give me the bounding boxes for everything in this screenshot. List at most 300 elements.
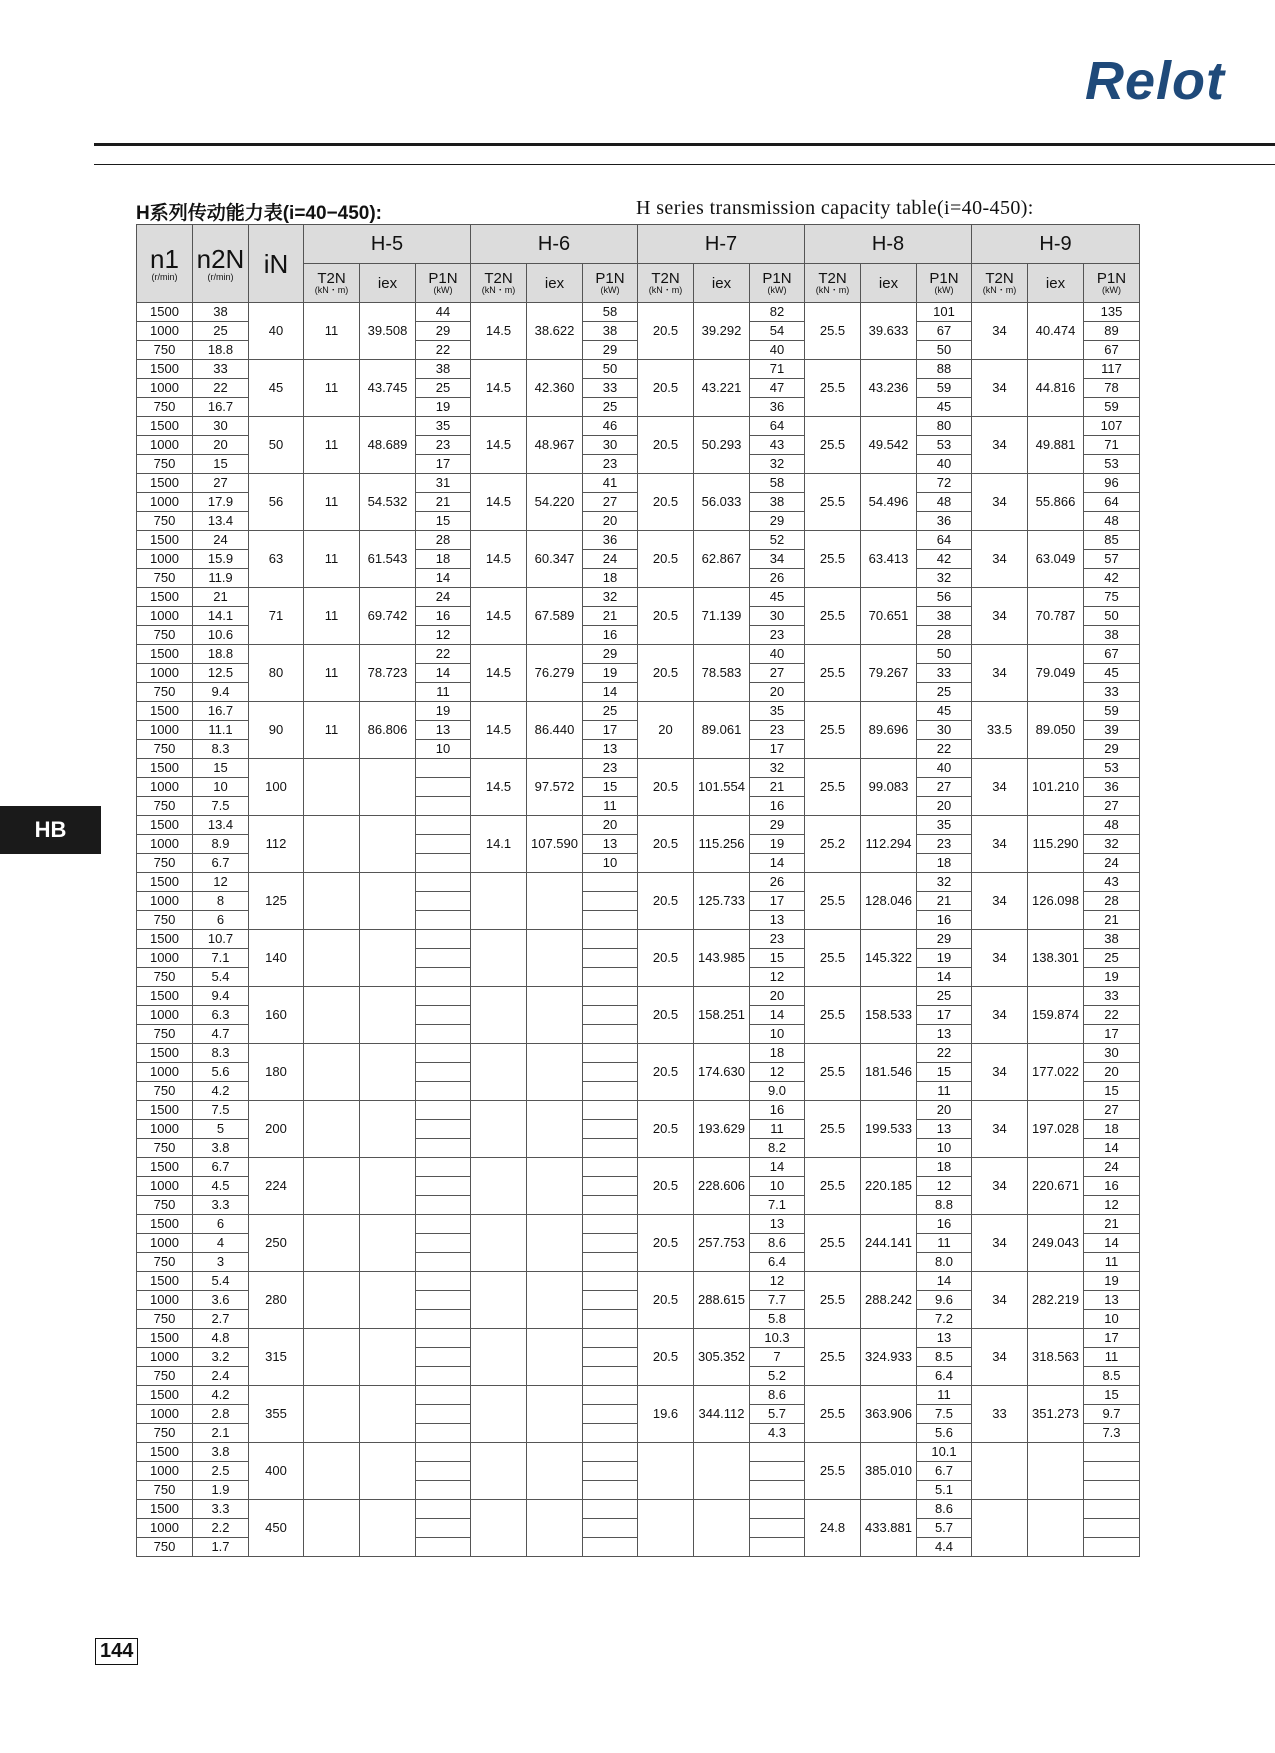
n2n-cell: 7.1	[193, 949, 249, 968]
t2n-cell: 20.5	[638, 930, 694, 987]
t2n-cell: 20.5	[638, 360, 694, 417]
iex-cell	[360, 987, 416, 1044]
p1n-cell: 13	[1084, 1291, 1140, 1310]
p1n-cell	[583, 1215, 638, 1234]
n1-cell: 1500	[137, 303, 193, 322]
table-row	[137, 1044, 1140, 1063]
p1n-cell: 29	[583, 645, 638, 664]
iex-cell: 305.352	[694, 1329, 750, 1386]
t2n-cell	[304, 1044, 360, 1101]
t2n-cell	[304, 1158, 360, 1215]
in-cell: 315	[249, 1329, 304, 1386]
p1n-cell: 38	[1084, 930, 1140, 949]
header-t2n: T2N (kN・m)	[471, 264, 527, 303]
p1n-cell: 28	[1084, 892, 1140, 911]
p1n-cell: 7.5	[917, 1405, 972, 1424]
iex-cell: 181.546	[861, 1044, 917, 1101]
p1n-cell: 17	[750, 740, 805, 759]
n2n-cell: 14.1	[193, 607, 249, 626]
n1-cell: 1500	[137, 816, 193, 835]
iex-cell	[360, 1386, 416, 1443]
n2n-cell: 8	[193, 892, 249, 911]
n1-cell: 750	[137, 911, 193, 930]
n2n-cell: 3.3	[193, 1196, 249, 1215]
p1n-cell: 19	[917, 949, 972, 968]
t2n-cell: 20.5	[638, 1044, 694, 1101]
p1n-cell	[583, 1082, 638, 1101]
p1n-cell: 15	[1084, 1082, 1140, 1101]
p1n-cell: 67	[1084, 341, 1140, 360]
header-p1n: P1N (kW)	[750, 264, 805, 303]
p1n-cell: 38	[917, 607, 972, 626]
iex-cell: 363.906	[861, 1386, 917, 1443]
p1n-cell: 23	[416, 436, 471, 455]
t2n-cell: 20.5	[638, 816, 694, 873]
iex-cell: 244.141	[861, 1215, 917, 1272]
t2n-cell	[304, 816, 360, 873]
t2n-cell: 20.5	[638, 474, 694, 531]
iex-cell	[360, 1158, 416, 1215]
p1n-cell	[416, 1101, 471, 1120]
p1n-cell: 50	[1084, 607, 1140, 626]
header-model-h5: H-5	[304, 225, 471, 264]
iex-cell	[694, 1443, 750, 1500]
iex-cell: 40.474	[1028, 303, 1084, 360]
p1n-cell: 17	[917, 1006, 972, 1025]
p1n-cell	[416, 892, 471, 911]
p1n-cell	[1084, 1519, 1140, 1538]
p1n-cell: 43	[750, 436, 805, 455]
n1-cell: 1000	[137, 493, 193, 512]
p1n-cell: 33	[1084, 987, 1140, 1006]
p1n-cell	[1084, 1500, 1140, 1519]
iex-cell: 344.112	[694, 1386, 750, 1443]
t2n-cell: 14.5	[471, 702, 527, 759]
p1n-cell	[583, 987, 638, 1006]
n2n-cell: 2.1	[193, 1424, 249, 1443]
p1n-cell: 15	[917, 1063, 972, 1082]
n2n-cell: 6	[193, 911, 249, 930]
n2n-cell: 4.8	[193, 1329, 249, 1348]
n1-cell: 1500	[137, 474, 193, 493]
p1n-cell: 54	[750, 322, 805, 341]
p1n-cell	[583, 1006, 638, 1025]
n2n-cell: 16.7	[193, 702, 249, 721]
p1n-cell	[750, 1519, 805, 1538]
in-cell: 50	[249, 417, 304, 474]
t2n-cell: 34	[972, 1158, 1028, 1215]
table-row	[137, 588, 1140, 607]
t2n-cell	[304, 1272, 360, 1329]
iex-cell: 288.242	[861, 1272, 917, 1329]
table-row	[137, 1272, 1140, 1291]
t2n-cell: 25.5	[805, 930, 861, 987]
p1n-cell: 16	[583, 626, 638, 645]
p1n-cell: 14	[1084, 1234, 1140, 1253]
p1n-cell: 20	[583, 512, 638, 531]
p1n-cell: 7.3	[1084, 1424, 1140, 1443]
iex-cell: 70.651	[861, 588, 917, 645]
t2n-cell: 24.8	[805, 1500, 861, 1557]
p1n-cell: 10	[1084, 1310, 1140, 1329]
header-iex: iex	[1028, 264, 1084, 303]
iex-cell	[1028, 1443, 1084, 1500]
n2n-cell: 4.2	[193, 1386, 249, 1405]
p1n-cell	[750, 1443, 805, 1462]
p1n-cell: 23	[583, 455, 638, 474]
iex-cell	[360, 930, 416, 987]
p1n-cell: 41	[583, 474, 638, 493]
p1n-cell: 17	[750, 892, 805, 911]
p1n-cell: 7.1	[750, 1196, 805, 1215]
in-cell: 45	[249, 360, 304, 417]
section-tab: HB	[0, 806, 101, 854]
p1n-cell: 13	[750, 1215, 805, 1234]
t2n-cell	[471, 1500, 527, 1557]
n2n-cell: 3.3	[193, 1500, 249, 1519]
table-row	[137, 531, 1140, 550]
n1-cell: 750	[137, 455, 193, 474]
header-p1n: P1N (kW)	[1084, 264, 1140, 303]
in-cell: 180	[249, 1044, 304, 1101]
p1n-cell: 13	[750, 911, 805, 930]
n1-cell: 750	[137, 1310, 193, 1329]
t2n-cell: 11	[304, 474, 360, 531]
iex-cell: 50.293	[694, 417, 750, 474]
t2n-cell: 11	[304, 645, 360, 702]
p1n-cell: 35	[917, 816, 972, 835]
p1n-cell: 13	[583, 740, 638, 759]
header-iex: iex	[861, 264, 917, 303]
t2n-cell: 11	[304, 531, 360, 588]
p1n-cell	[416, 1082, 471, 1101]
t2n-cell: 25.5	[805, 759, 861, 816]
n1-cell: 1500	[137, 588, 193, 607]
n2n-cell: 7.5	[193, 1101, 249, 1120]
p1n-cell: 17	[583, 721, 638, 740]
p1n-cell: 14	[750, 1006, 805, 1025]
n2n-cell: 4	[193, 1234, 249, 1253]
iex-cell	[527, 1272, 583, 1329]
p1n-cell: 88	[917, 360, 972, 379]
in-cell: 100	[249, 759, 304, 816]
header-model-h9: H-9	[972, 225, 1140, 264]
t2n-cell	[471, 1386, 527, 1443]
p1n-cell	[416, 1272, 471, 1291]
p1n-cell: 36	[583, 531, 638, 550]
p1n-cell	[416, 1538, 471, 1557]
t2n-cell	[471, 930, 527, 987]
p1n-cell: 5.1	[917, 1481, 972, 1500]
n1-cell: 1000	[137, 1519, 193, 1538]
n2n-cell: 5.4	[193, 1272, 249, 1291]
t2n-cell: 20.5	[638, 873, 694, 930]
in-cell: 140	[249, 930, 304, 987]
p1n-cell: 27	[750, 664, 805, 683]
t2n-cell: 20.5	[638, 645, 694, 702]
n1-cell: 750	[137, 854, 193, 873]
n1-cell: 1500	[137, 1272, 193, 1291]
t2n-cell: 34	[972, 816, 1028, 873]
p1n-cell: 16	[750, 797, 805, 816]
n1-cell: 750	[137, 968, 193, 987]
p1n-cell: 38	[1084, 626, 1140, 645]
n1-cell: 1000	[137, 778, 193, 797]
p1n-cell: 7.7	[750, 1291, 805, 1310]
t2n-cell: 33.5	[972, 702, 1028, 759]
iex-cell: 101.210	[1028, 759, 1084, 816]
p1n-cell: 10	[750, 1025, 805, 1044]
p1n-cell: 36	[750, 398, 805, 417]
p1n-cell: 8.6	[917, 1500, 972, 1519]
p1n-cell	[416, 1348, 471, 1367]
n1-cell: 1000	[137, 1120, 193, 1139]
n2n-cell: 4.5	[193, 1177, 249, 1196]
p1n-cell: 30	[750, 607, 805, 626]
p1n-cell: 19	[1084, 968, 1140, 987]
iex-cell: 62.867	[694, 531, 750, 588]
t2n-cell: 14.5	[471, 531, 527, 588]
p1n-cell: 13	[917, 1120, 972, 1139]
n2n-cell: 27	[193, 474, 249, 493]
p1n-cell: 16	[917, 911, 972, 930]
p1n-cell	[583, 1101, 638, 1120]
p1n-cell	[416, 1310, 471, 1329]
iex-cell	[360, 759, 416, 816]
n2n-cell: 18.8	[193, 341, 249, 360]
p1n-cell: 19	[416, 702, 471, 721]
p1n-cell	[583, 1139, 638, 1158]
p1n-cell: 29	[1084, 740, 1140, 759]
n1-cell: 1000	[137, 721, 193, 740]
p1n-cell	[583, 930, 638, 949]
n2n-cell: 25	[193, 322, 249, 341]
t2n-cell: 20.5	[638, 417, 694, 474]
p1n-cell: 13	[416, 721, 471, 740]
n2n-cell: 10.6	[193, 626, 249, 645]
t2n-cell	[304, 1500, 360, 1557]
n1-cell: 1000	[137, 835, 193, 854]
p1n-cell: 25	[416, 379, 471, 398]
iex-cell: 42.360	[527, 360, 583, 417]
p1n-cell	[416, 1481, 471, 1500]
p1n-cell: 8.5	[917, 1348, 972, 1367]
p1n-cell: 39	[1084, 721, 1140, 740]
iex-cell: 38.622	[527, 303, 583, 360]
p1n-cell	[416, 1443, 471, 1462]
t2n-cell	[972, 1500, 1028, 1557]
n1-cell: 1500	[137, 930, 193, 949]
t2n-cell: 34	[972, 531, 1028, 588]
n2n-cell: 7.5	[193, 797, 249, 816]
t2n-cell: 14.5	[471, 474, 527, 531]
p1n-cell: 43	[1084, 873, 1140, 892]
iex-cell: 71.139	[694, 588, 750, 645]
p1n-cell: 38	[416, 360, 471, 379]
p1n-cell: 38	[583, 322, 638, 341]
p1n-cell: 36	[917, 512, 972, 531]
p1n-cell: 4.3	[750, 1424, 805, 1443]
t2n-cell: 25.5	[805, 417, 861, 474]
p1n-cell	[583, 1120, 638, 1139]
n2n-cell: 11.9	[193, 569, 249, 588]
in-cell: 200	[249, 1101, 304, 1158]
p1n-cell: 32	[1084, 835, 1140, 854]
in-cell: 450	[249, 1500, 304, 1557]
p1n-cell: 9.7	[1084, 1405, 1140, 1424]
p1n-cell: 10	[917, 1139, 972, 1158]
p1n-cell: 10.1	[917, 1443, 972, 1462]
p1n-cell: 14	[750, 854, 805, 873]
p1n-cell: 38	[750, 493, 805, 512]
p1n-cell	[416, 1006, 471, 1025]
n1-cell: 1000	[137, 1291, 193, 1310]
iex-cell: 199.533	[861, 1101, 917, 1158]
p1n-cell	[583, 1500, 638, 1519]
p1n-cell: 12	[750, 968, 805, 987]
iex-cell: 55.866	[1028, 474, 1084, 531]
p1n-cell: 18	[416, 550, 471, 569]
t2n-cell: 20.5	[638, 1158, 694, 1215]
p1n-cell: 8.6	[750, 1386, 805, 1405]
p1n-cell	[583, 1291, 638, 1310]
n2n-cell: 8.9	[193, 835, 249, 854]
p1n-cell	[583, 911, 638, 930]
n2n-cell: 2.7	[193, 1310, 249, 1329]
t2n-cell: 20.5	[638, 303, 694, 360]
p1n-cell: 11	[917, 1234, 972, 1253]
iex-cell: 385.010	[861, 1443, 917, 1500]
p1n-cell: 18	[917, 854, 972, 873]
n2n-cell: 18.8	[193, 645, 249, 664]
p1n-cell: 11	[1084, 1348, 1140, 1367]
t2n-cell: 33	[972, 1386, 1028, 1443]
iex-cell	[527, 1044, 583, 1101]
t2n-cell: 20.5	[638, 1272, 694, 1329]
p1n-cell	[583, 1538, 638, 1557]
p1n-cell: 23	[917, 835, 972, 854]
p1n-cell: 6.4	[917, 1367, 972, 1386]
p1n-cell: 14	[416, 664, 471, 683]
t2n-cell	[471, 1215, 527, 1272]
t2n-cell	[638, 1500, 694, 1557]
n2n-cell: 3.8	[193, 1443, 249, 1462]
n2n-cell: 15.9	[193, 550, 249, 569]
brand-logo	[1085, 50, 1225, 112]
p1n-cell: 96	[1084, 474, 1140, 493]
n2n-cell: 4.7	[193, 1025, 249, 1044]
t2n-cell: 34	[972, 1329, 1028, 1386]
iex-cell: 143.985	[694, 930, 750, 987]
p1n-cell: 27	[917, 778, 972, 797]
p1n-cell: 71	[750, 360, 805, 379]
p1n-cell: 27	[1084, 1101, 1140, 1120]
n1-cell: 1000	[137, 949, 193, 968]
t2n-cell: 20.5	[638, 1101, 694, 1158]
t2n-cell	[304, 1215, 360, 1272]
iex-cell: 79.049	[1028, 645, 1084, 702]
p1n-cell	[583, 892, 638, 911]
t2n-cell: 14.5	[471, 360, 527, 417]
capacity-table-wrapper	[136, 224, 1139, 1557]
p1n-cell	[583, 1196, 638, 1215]
p1n-cell: 22	[917, 740, 972, 759]
p1n-cell	[416, 1462, 471, 1481]
p1n-cell	[416, 1424, 471, 1443]
p1n-cell: 11	[750, 1120, 805, 1139]
p1n-cell: 15	[583, 778, 638, 797]
n1-cell: 1000	[137, 1063, 193, 1082]
p1n-cell: 45	[917, 398, 972, 417]
in-cell: 250	[249, 1215, 304, 1272]
t2n-cell	[304, 930, 360, 987]
p1n-cell: 101	[917, 303, 972, 322]
brand-name: Relot	[1085, 51, 1225, 111]
p1n-cell: 15	[416, 512, 471, 531]
n1-cell: 1500	[137, 1386, 193, 1405]
p1n-cell	[416, 835, 471, 854]
t2n-cell: 34	[972, 1101, 1028, 1158]
p1n-cell	[750, 1538, 805, 1557]
iex-cell: 48.967	[527, 417, 583, 474]
p1n-cell: 25	[917, 683, 972, 702]
p1n-cell: 8.5	[1084, 1367, 1140, 1386]
p1n-cell	[583, 1234, 638, 1253]
iex-cell: 112.294	[861, 816, 917, 873]
iex-cell: 39.292	[694, 303, 750, 360]
p1n-cell: 14	[917, 1272, 972, 1291]
p1n-cell: 25	[1084, 949, 1140, 968]
t2n-cell	[304, 873, 360, 930]
t2n-cell: 25.5	[805, 645, 861, 702]
t2n-cell	[304, 1101, 360, 1158]
p1n-cell: 67	[1084, 645, 1140, 664]
p1n-cell: 28	[917, 626, 972, 645]
n1-cell: 750	[137, 1367, 193, 1386]
iex-cell	[360, 1500, 416, 1557]
p1n-cell: 117	[1084, 360, 1140, 379]
t2n-cell: 25.5	[805, 1329, 861, 1386]
iex-cell	[527, 1101, 583, 1158]
p1n-cell: 31	[416, 474, 471, 493]
t2n-cell	[638, 1443, 694, 1500]
n1-cell: 1500	[137, 1158, 193, 1177]
p1n-cell	[416, 949, 471, 968]
iex-cell: 49.881	[1028, 417, 1084, 474]
p1n-cell	[583, 968, 638, 987]
n2n-cell: 10.7	[193, 930, 249, 949]
iex-cell: 220.671	[1028, 1158, 1084, 1215]
header-iex: iex	[694, 264, 750, 303]
p1n-cell: 12	[750, 1063, 805, 1082]
t2n-cell	[471, 1272, 527, 1329]
t2n-cell: 34	[972, 759, 1028, 816]
p1n-cell: 28	[416, 531, 471, 550]
in-cell: 56	[249, 474, 304, 531]
t2n-cell: 14.5	[471, 759, 527, 816]
n1-cell: 1000	[137, 1177, 193, 1196]
p1n-cell: 50	[583, 360, 638, 379]
p1n-cell: 58	[750, 474, 805, 493]
iex-cell: 193.629	[694, 1101, 750, 1158]
iex-cell	[1028, 1500, 1084, 1557]
in-cell: 224	[249, 1158, 304, 1215]
t2n-cell	[304, 759, 360, 816]
n1-cell: 750	[137, 1139, 193, 1158]
table-row	[137, 759, 1140, 778]
t2n-cell	[471, 1044, 527, 1101]
p1n-cell	[416, 797, 471, 816]
